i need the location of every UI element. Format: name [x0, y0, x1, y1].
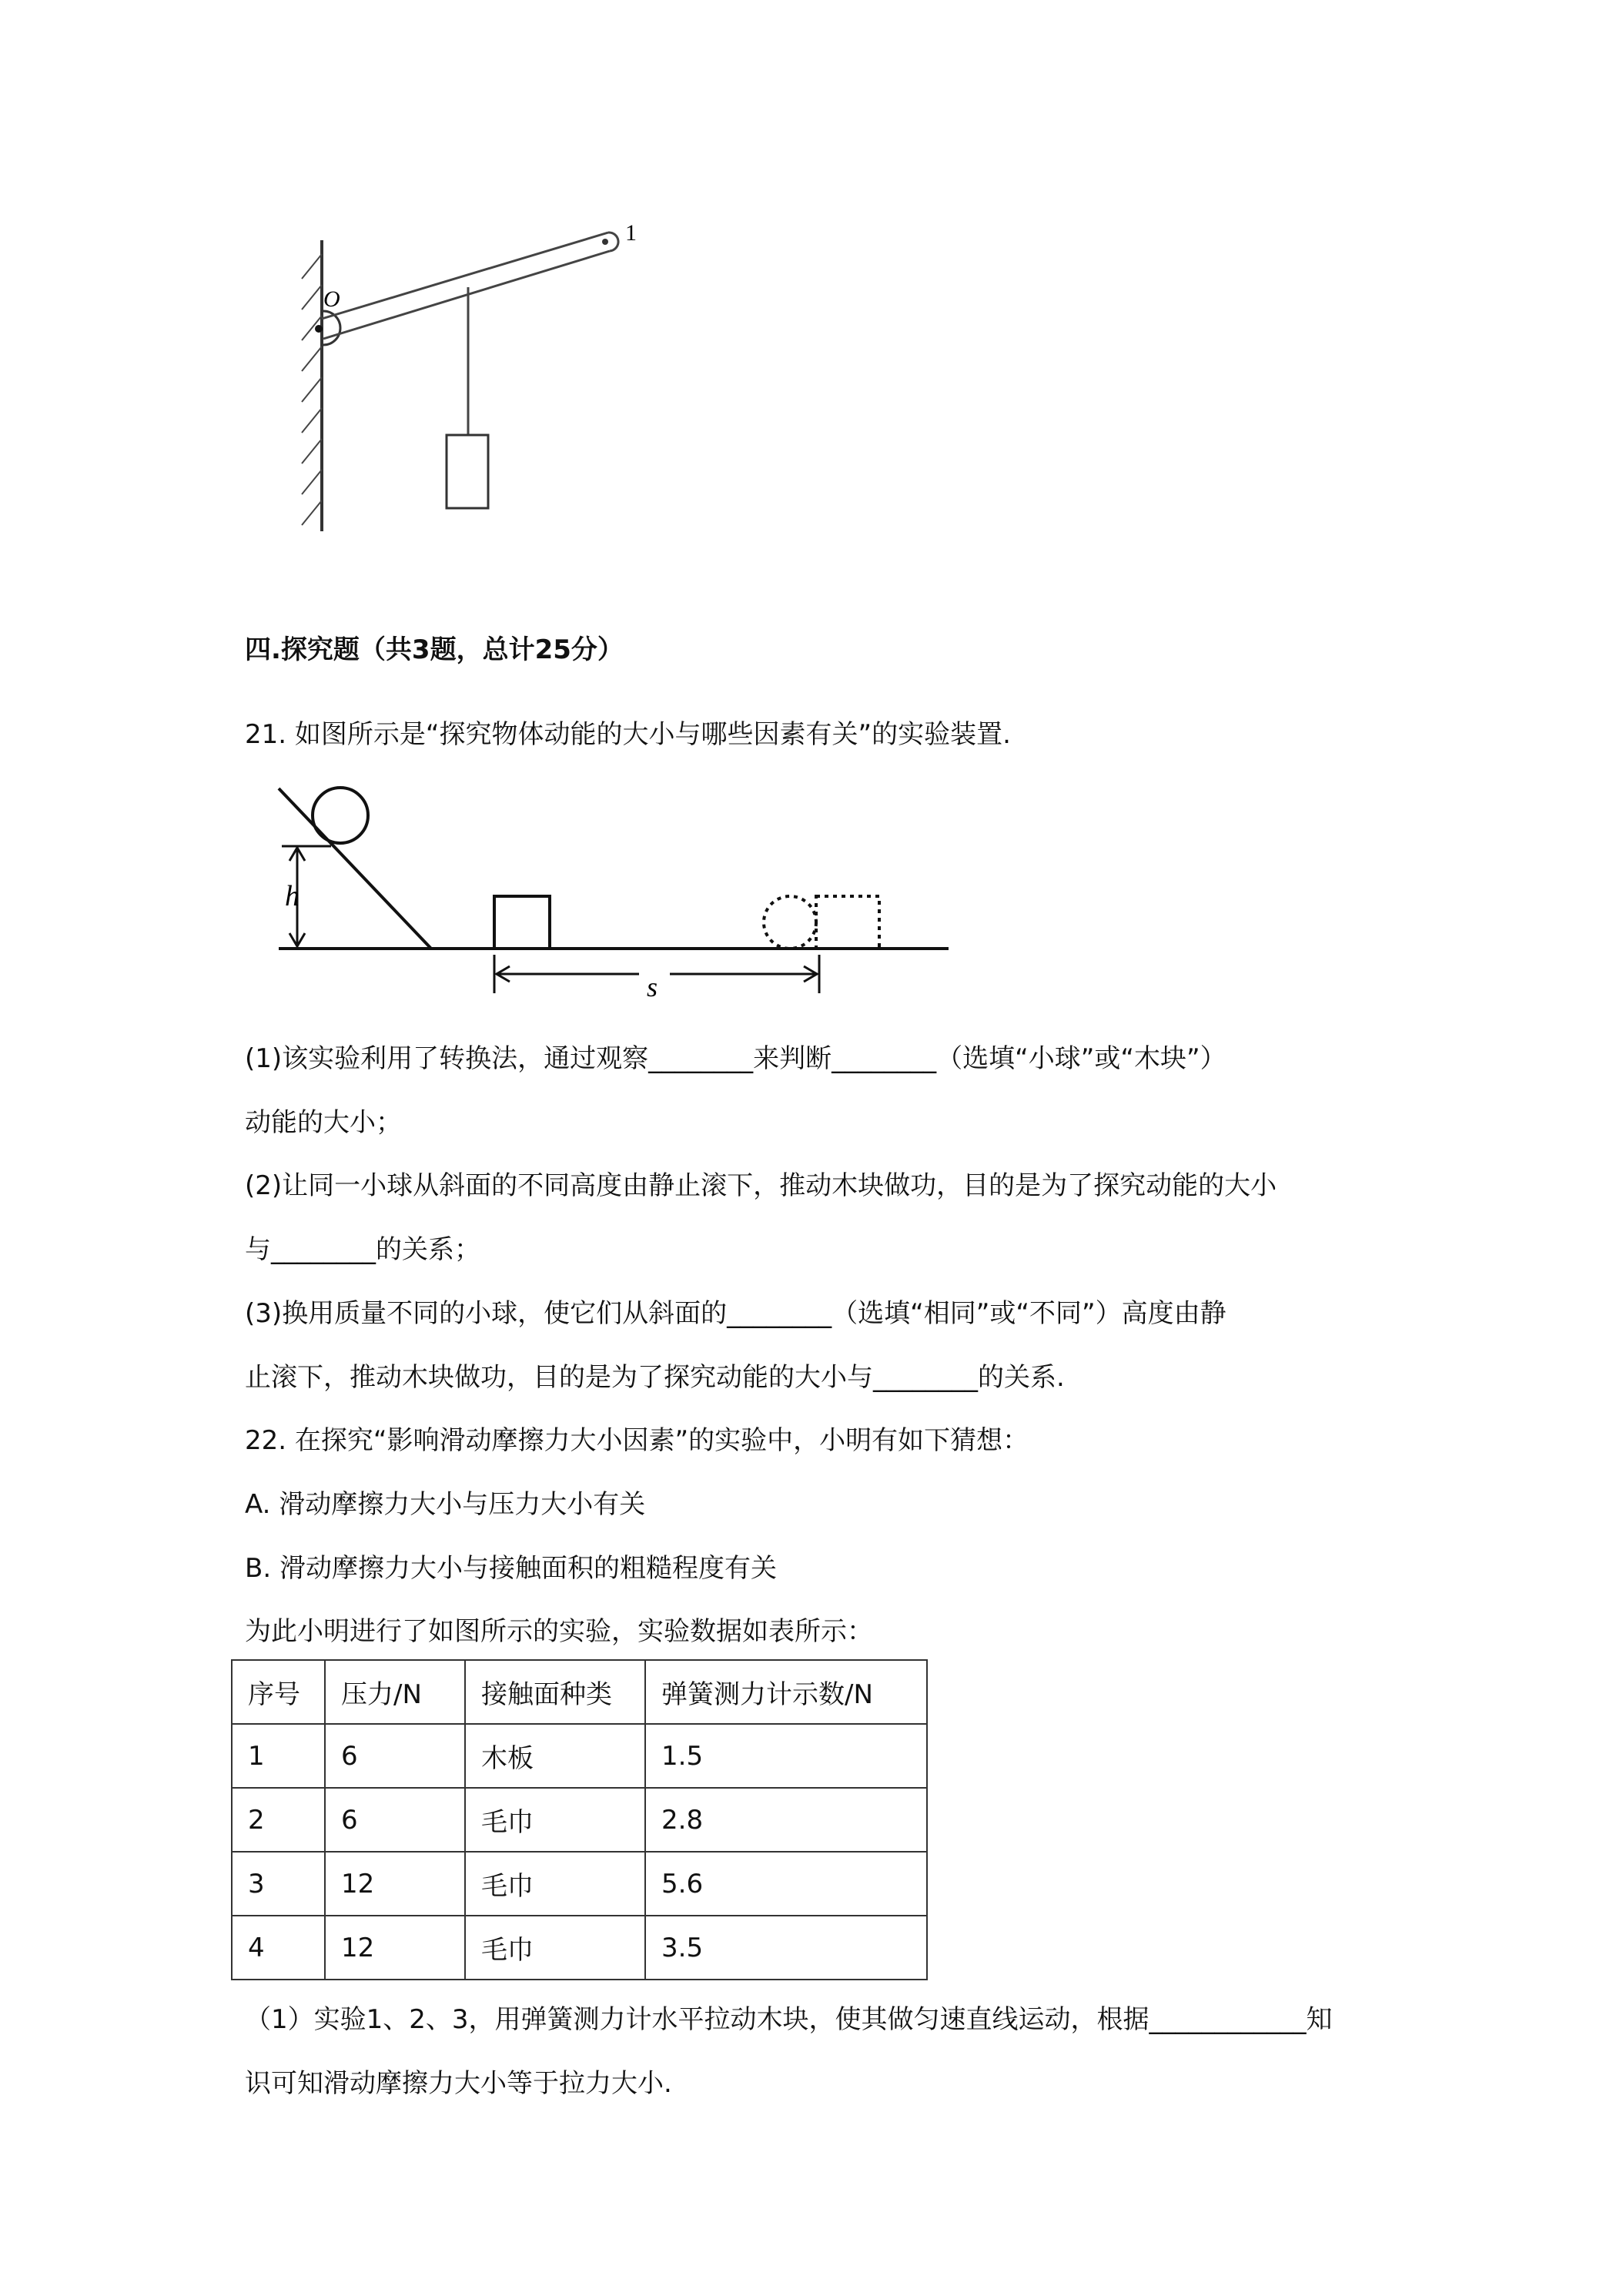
table-cell: 1: [232, 1724, 325, 1788]
h-label: h: [285, 880, 300, 912]
q21-p1-line1: (1)该实验利用了转换法，通过观察________来判断________（选填“小球”或“木块”）: [245, 1043, 1226, 1074]
table-cell: 2.8: [645, 1788, 927, 1852]
q22-intro: 为此小明进行了如图所示的实验，实验数据如表所示：: [245, 1616, 873, 1647]
q22-guess-a: A. 滑动摩擦力大小与压力大小有关: [245, 1489, 646, 1520]
table-header-cell: 接触面种类: [465, 1660, 645, 1724]
q22-stem: 22. 在探究“影响滑动摩擦力大小因素”的实验中，小明有如下猜想：: [245, 1425, 1029, 1456]
q21-p2-line2: 与________的关系；: [245, 1234, 480, 1265]
table-row: [232, 1724, 927, 1788]
q21-stem: 21. 如图所示是“探究物体动能的大小与哪些因素有关”的实验装置.: [245, 719, 1011, 750]
table-header-cell: 序号: [232, 1660, 325, 1724]
table-cell: 3.5: [645, 1916, 927, 1980]
q21-p1-line2: 动能的大小；: [245, 1107, 402, 1138]
table-header-cell: 压力/N: [325, 1660, 465, 1724]
table-cell: 6: [325, 1724, 465, 1788]
table-cell: 2: [232, 1788, 325, 1852]
table-row: [232, 1788, 927, 1852]
q21-p3-line2: 止滚下，推动木块做功，目的是为了探究动能的大小与________的关系.: [245, 1362, 1065, 1393]
table-cell: 木板: [465, 1724, 645, 1788]
q21-p2-line1: (2)让同一小球从斜面的不同高度由静止滚下，推动木块做功，目的是为了探究动能的大小: [245, 1170, 1277, 1201]
q22-p1-line1: （1）实验1、2、3，用弹簧测力计水平拉动木块，使其做匀速直线运动，根据____________知: [245, 2004, 1333, 2035]
experiment-table: [231, 1659, 928, 1980]
table-header-cell: 弹簧测力计示数/N: [645, 1660, 927, 1724]
table-header-row: [232, 1660, 927, 1724]
ball-final-dotted: [764, 896, 816, 949]
ball: [313, 788, 368, 843]
section-title: 四.探究题（共3题，总计25分）: [245, 634, 624, 665]
table-cell: 4: [232, 1916, 325, 1980]
block-final-dotted: [816, 896, 879, 949]
table-cell: 毛巾: [465, 1916, 645, 1980]
table-cell: 毛巾: [465, 1788, 645, 1852]
table-cell: 5.6: [645, 1852, 927, 1916]
pivot-label: O: [323, 286, 340, 312]
q22-guess-b: B. 滑动摩擦力大小与接触面积的粗糙程度有关: [245, 1553, 777, 1584]
q21-p3-line1: (3)换用质量不同的小球，使它们从斜面的________（选填“相同”或“不同”）高度由静: [245, 1298, 1226, 1329]
q22-p1-line2: 识可知滑动摩擦力大小等于拉力大小.: [245, 2068, 672, 2099]
table-cell: 12: [325, 1852, 465, 1916]
table-cell: 12: [325, 1916, 465, 1980]
incline-line: [279, 788, 431, 949]
table-cell: 1.5: [645, 1724, 927, 1788]
table-row: [232, 1852, 927, 1916]
table-cell: 3: [232, 1852, 325, 1916]
table-cell: 毛巾: [465, 1852, 645, 1916]
wood-block: [494, 896, 550, 949]
s-label: s: [647, 972, 658, 1002]
table-row: [232, 1916, 927, 1980]
table-cell: 6: [325, 1788, 465, 1852]
end-label: 1: [625, 220, 637, 246]
